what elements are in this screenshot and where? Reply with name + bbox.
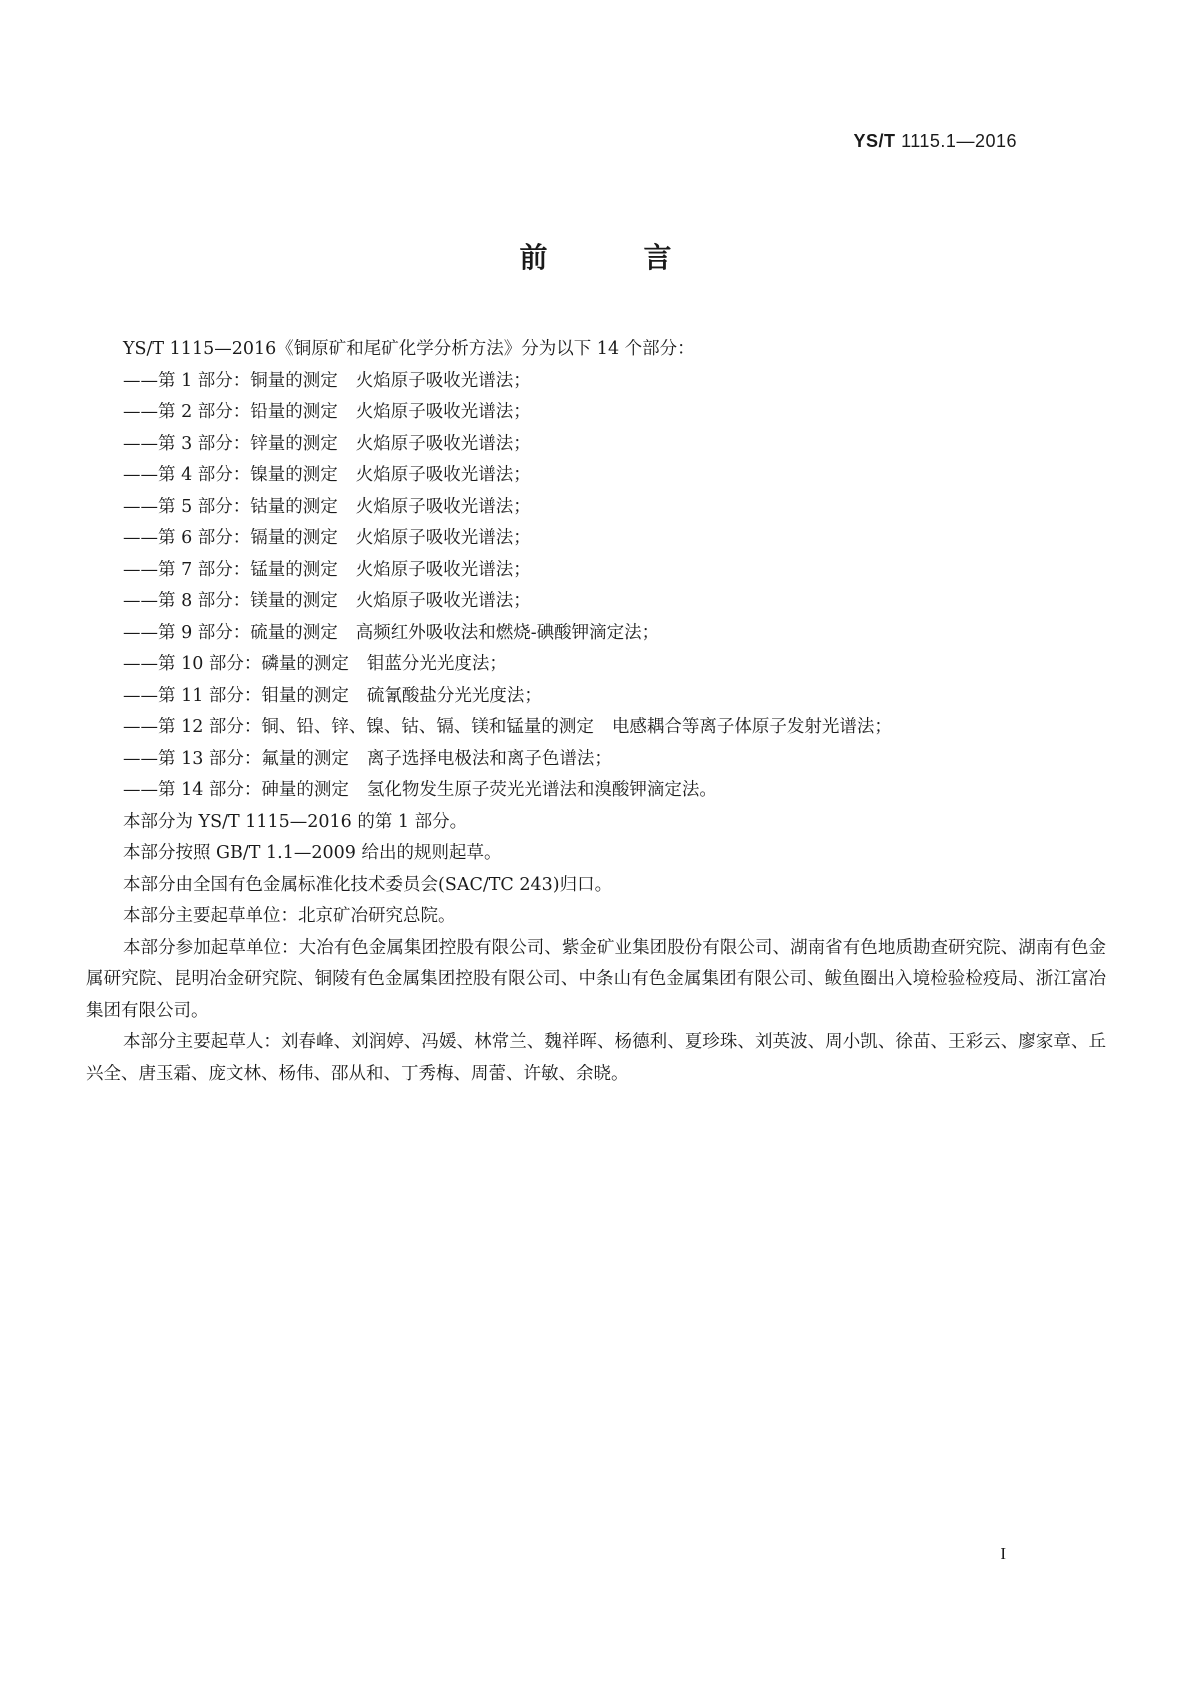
list-item bbox=[86, 712, 1106, 744]
part-method: 钼蓝分光光度法； bbox=[366, 654, 507, 674]
standard-prefix: YS/T bbox=[853, 131, 896, 151]
list-item bbox=[86, 366, 1106, 398]
part-method: 高频红外吸收法和燃烧-碘酸钾滴定法； bbox=[355, 622, 660, 643]
part-method: 火焰原子吸收光谱法； bbox=[355, 465, 531, 485]
part-method: 火焰原子吸收光谱法； bbox=[355, 496, 531, 517]
statement-committee: 本部分由全国有色金属标准化技术委员会(SAC/TC 243)归口。 bbox=[123, 874, 613, 895]
list-item bbox=[86, 460, 1106, 492]
part-method: 火焰原子吸收光谱法； bbox=[355, 433, 531, 454]
parts-list bbox=[86, 366, 1106, 807]
main-drafters-paragraph: 本部分主要起草人：刘春峰、刘润婷、冯媛、林常兰、魏祥晖、杨德利、夏珍珠、刘英波、周小凯、徐苗、王彩云、廖家章、丘兴全、唐玉霜、庞文林、杨伟、邵从和、丁秀梅、周蕾、许敏、余晓。 bbox=[86, 1032, 1106, 1084]
part-heading: ——第 14 部分：砷量的测定 bbox=[123, 780, 349, 800]
part-method: 火焰原子吸收光谱法； bbox=[355, 591, 531, 611]
list-item bbox=[86, 775, 1106, 807]
part-heading: ——第 2 部分：铅量的测定 bbox=[123, 402, 338, 422]
list-item bbox=[86, 681, 1106, 713]
part-method: 火焰原子吸收光谱法； bbox=[355, 402, 531, 422]
statement-drafting-rules: 本部分按照 GB/T 1.1—2009 给出的规则起草。 bbox=[123, 843, 502, 863]
part-method: 离子选择电极法和离子色谱法； bbox=[366, 748, 612, 769]
list-item bbox=[86, 492, 1106, 524]
list-item bbox=[86, 586, 1106, 618]
part-heading: ——第 9 部分：硫量的测定 bbox=[123, 622, 338, 643]
list-item bbox=[86, 649, 1106, 681]
standard-number: 1115.1—2016 bbox=[901, 131, 1017, 151]
page-title: 前 言 bbox=[519, 241, 706, 274]
part-heading: ——第 10 部分：磷量的测定 bbox=[123, 654, 349, 674]
part-method: 火焰原子吸收光谱法； bbox=[355, 528, 531, 548]
list-item bbox=[86, 397, 1106, 429]
list-item bbox=[86, 429, 1106, 461]
part-heading: ——第 7 部分：锰量的测定 bbox=[123, 559, 338, 580]
part-heading: ——第 3 部分：锌量的测定 bbox=[123, 433, 338, 454]
part-heading: ——第 6 部分：镉量的测定 bbox=[123, 528, 338, 548]
statement-part-of: 本部分为 YS/T 1115—2016 的第 1 部分。 bbox=[123, 811, 468, 832]
part-heading: ——第 11 部分：钼量的测定 bbox=[123, 685, 349, 706]
part-method: 火焰原子吸收光谱法； bbox=[355, 559, 531, 580]
part-heading: ——第 1 部分：铜量的测定 bbox=[123, 370, 338, 391]
statement-main-drafter-unit: 本部分主要起草单位：北京矿冶研究总院。 bbox=[123, 906, 456, 926]
list-item bbox=[86, 744, 1106, 776]
part-method: 电感耦合等离子体原子发射光谱法； bbox=[611, 717, 892, 737]
list-item bbox=[86, 618, 1106, 650]
foreword-body bbox=[86, 334, 1106, 1090]
intro-paragraph: YS/T 1115—2016《铜原矿和尾矿化学分析方法》分为以下 14 个部分： bbox=[123, 339, 695, 359]
list-item bbox=[86, 555, 1106, 587]
part-method: 氢化物发生原子荧光光谱法和溴酸钾滴定法。 bbox=[366, 780, 717, 800]
participating-units-paragraph: 本部分参加起草单位：大冶有色金属集团控股有限公司、紫金矿业集团股份有限公司、湖南省有色地质勘查研究院、湖南有色金属研究院、昆明冶金研究院、铜陵有色金属集团控股有限公司、中条山有色金属集团有限公司、鲅鱼圈出入境检验检疫局、浙江富冶集团有限公司。 bbox=[86, 937, 1106, 1021]
part-heading: ——第 13 部分：氟量的测定 bbox=[123, 748, 349, 769]
part-heading: ——第 5 部分：钴量的测定 bbox=[123, 496, 338, 517]
standard-code bbox=[854, 131, 1017, 152]
part-method: 硫氰酸盐分光光度法； bbox=[366, 685, 542, 706]
part-heading: ——第 12 部分：铜、铅、锌、镍、钴、镉、镁和锰量的测定 bbox=[123, 717, 594, 737]
part-heading: ——第 8 部分：镁量的测定 bbox=[123, 591, 338, 611]
page-number: I bbox=[1000, 1544, 1006, 1563]
part-heading: ——第 4 部分：镍量的测定 bbox=[123, 465, 338, 485]
part-method: 火焰原子吸收光谱法； bbox=[355, 370, 531, 391]
list-item bbox=[86, 523, 1106, 555]
